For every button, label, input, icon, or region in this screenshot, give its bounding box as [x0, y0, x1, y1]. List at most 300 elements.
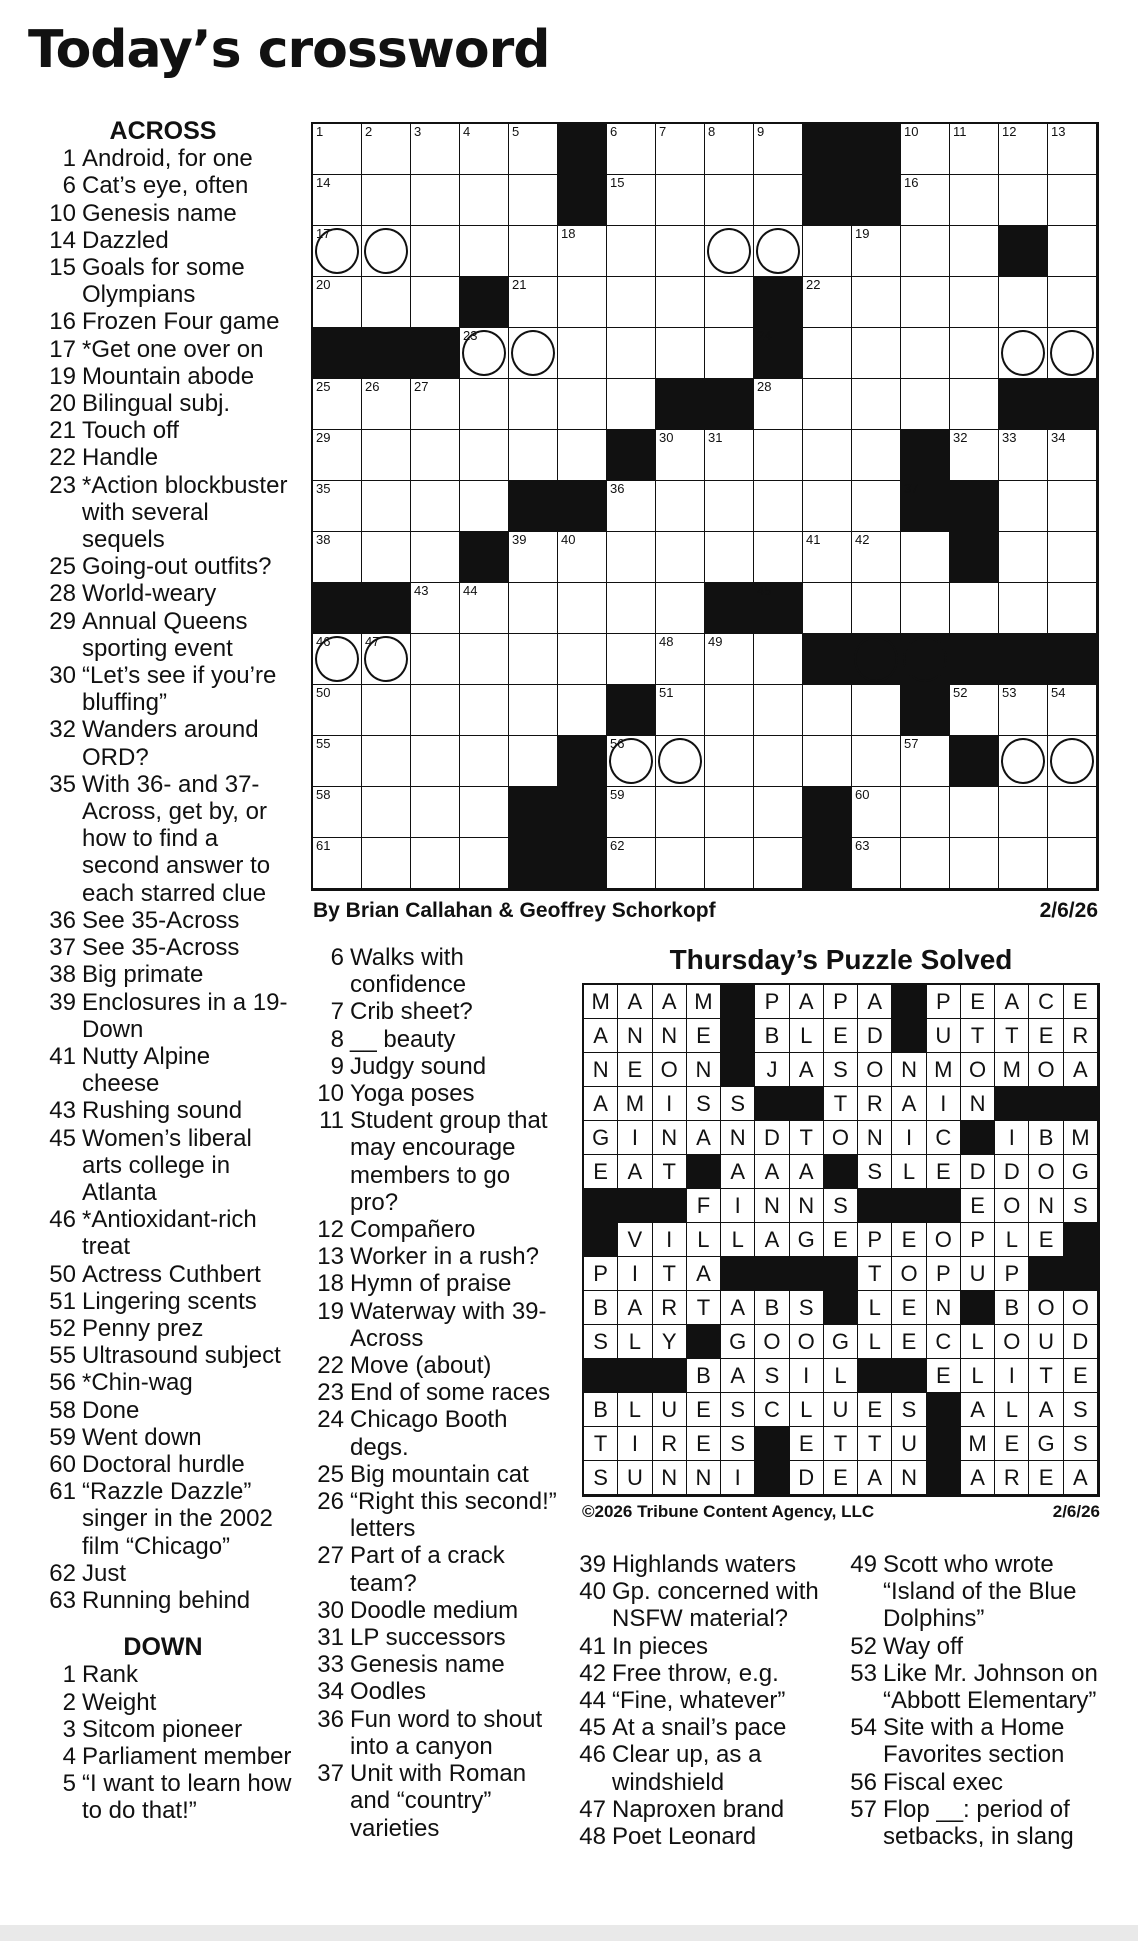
- clue-number: 60: [49, 1450, 76, 1478]
- clue-number: 23: [317, 1379, 344, 1407]
- solution-cell: [1029, 1189, 1063, 1223]
- grid-cell[interactable]: [656, 124, 705, 175]
- grid-cell[interactable]: [362, 226, 411, 277]
- grid-cell[interactable]: [754, 838, 803, 889]
- black-square: [509, 838, 558, 889]
- grid-cell[interactable]: [313, 838, 362, 889]
- grid-cell[interactable]: [1048, 124, 1097, 175]
- cell-number: 15: [610, 175, 625, 190]
- clue-number: 47: [579, 1795, 606, 1823]
- grid-cell[interactable]: [362, 379, 411, 430]
- grid-cell[interactable]: [999, 532, 1048, 583]
- grid-cell[interactable]: [460, 736, 509, 787]
- cell-number: 42: [855, 532, 870, 547]
- grid-cell[interactable]: [656, 226, 705, 277]
- grid-cell[interactable]: [705, 838, 754, 889]
- grid-cell[interactable]: [411, 787, 460, 838]
- grid-cell[interactable]: [852, 532, 901, 583]
- grid-cell[interactable]: [803, 481, 852, 532]
- grid-cell[interactable]: [999, 277, 1048, 328]
- cell-letter: N: [866, 1124, 883, 1150]
- grid-cell[interactable]: [754, 736, 803, 787]
- grid-cell[interactable]: [705, 481, 754, 532]
- grid-cell[interactable]: [950, 430, 999, 481]
- grid-cell[interactable]: [607, 175, 656, 226]
- grid-cell[interactable]: [313, 532, 362, 583]
- grid-cell[interactable]: [411, 838, 460, 889]
- grid-cell[interactable]: [950, 685, 999, 736]
- grid-cell[interactable]: [509, 430, 558, 481]
- circle-marker: [658, 738, 702, 784]
- clue-text: Actress Cuthbert: [82, 1260, 261, 1288]
- grid-cell[interactable]: [509, 175, 558, 226]
- byline-row: [313, 899, 1098, 923]
- solution-cell: [790, 1019, 824, 1053]
- grid-cell[interactable]: [852, 277, 901, 328]
- grid-cell[interactable]: [754, 430, 803, 481]
- grid-cell[interactable]: [901, 583, 950, 634]
- grid-cell[interactable]: [754, 787, 803, 838]
- grid-cell[interactable]: [509, 634, 558, 685]
- black-square: [901, 430, 950, 481]
- black-square: [858, 1359, 892, 1393]
- grid-cell[interactable]: [411, 736, 460, 787]
- clue-number: 37: [49, 934, 76, 962]
- grid-cell[interactable]: [313, 226, 362, 277]
- black-square: [999, 226, 1048, 277]
- grid-cell[interactable]: [460, 124, 509, 175]
- grid-cell[interactable]: [803, 328, 852, 379]
- grid-cell[interactable]: [705, 124, 754, 175]
- grid-cell[interactable]: [1048, 175, 1097, 226]
- grid-cell[interactable]: [656, 175, 705, 226]
- grid-cell[interactable]: [950, 583, 999, 634]
- grid-cell[interactable]: [558, 532, 607, 583]
- clue-number: 15: [49, 254, 76, 282]
- clue-item: [300, 1461, 562, 1488]
- grid-cell[interactable]: [950, 277, 999, 328]
- clue-item: [32, 145, 294, 172]
- grid-cell[interactable]: [558, 634, 607, 685]
- grid-cell[interactable]: [852, 226, 901, 277]
- grid-cell[interactable]: [705, 532, 754, 583]
- solution-cell: [721, 1223, 755, 1257]
- grid-cell[interactable]: [901, 175, 950, 226]
- grid-cell[interactable]: [362, 175, 411, 226]
- grid-cell[interactable]: [950, 787, 999, 838]
- grid-cell[interactable]: [754, 175, 803, 226]
- cell-letter: J: [766, 1056, 778, 1082]
- cell-number: 50: [316, 685, 331, 700]
- cell-letter: G: [592, 1124, 610, 1150]
- grid-cell[interactable]: [313, 430, 362, 481]
- copyright-date: 2/6/26: [1052, 1502, 1100, 1521]
- black-square: [1048, 634, 1097, 685]
- cell-letter: I: [803, 1362, 810, 1388]
- grid-cell[interactable]: [411, 124, 460, 175]
- grid-cell[interactable]: [313, 175, 362, 226]
- grid-cell[interactable]: [999, 124, 1048, 175]
- grid-cell[interactable]: [705, 328, 754, 379]
- grid-cell[interactable]: [460, 685, 509, 736]
- grid-cell[interactable]: [852, 328, 901, 379]
- grid-cell[interactable]: [313, 124, 362, 175]
- grid-cell[interactable]: [803, 532, 852, 583]
- solution-cell: [927, 1087, 961, 1121]
- grid-cell[interactable]: [313, 685, 362, 736]
- grid-cell[interactable]: [656, 583, 705, 634]
- clue-text: Judgy sound: [350, 1052, 487, 1080]
- grid-cell[interactable]: [313, 787, 362, 838]
- grid-cell[interactable]: [656, 634, 705, 685]
- grid-cell[interactable]: [362, 685, 411, 736]
- cell-letter: G: [797, 1226, 815, 1252]
- grid-cell[interactable]: [607, 481, 656, 532]
- grid-cell[interactable]: [656, 787, 705, 838]
- grid-cell[interactable]: [705, 634, 754, 685]
- black-square: [460, 277, 509, 328]
- grid-cell[interactable]: [558, 583, 607, 634]
- grid-cell[interactable]: [411, 226, 460, 277]
- grid-cell[interactable]: [558, 685, 607, 736]
- black-square: [509, 787, 558, 838]
- cell-letter: A: [764, 1226, 780, 1252]
- grid-cell[interactable]: [460, 226, 509, 277]
- grid-cell[interactable]: [852, 787, 901, 838]
- grid-cell[interactable]: [607, 736, 656, 787]
- grid-cell[interactable]: [999, 838, 1048, 889]
- grid-cell[interactable]: [607, 634, 656, 685]
- grid-cell[interactable]: [656, 736, 705, 787]
- grid-cell[interactable]: [901, 328, 950, 379]
- clue-text: Chicago Booth degs.: [350, 1406, 508, 1461]
- clue-number: 30: [49, 662, 76, 690]
- grid-cell[interactable]: [950, 124, 999, 175]
- grid-cell[interactable]: [607, 787, 656, 838]
- grid-cell[interactable]: [411, 277, 460, 328]
- solution-cell: [995, 1291, 1029, 1325]
- grid-cell[interactable]: [852, 481, 901, 532]
- solution-cell: [1029, 1359, 1063, 1393]
- clue-item: [32, 1097, 294, 1124]
- grid-cell[interactable]: [607, 226, 656, 277]
- cell-number: 34: [1051, 430, 1066, 445]
- black-square: [927, 1189, 961, 1223]
- grid-cell[interactable]: [852, 379, 901, 430]
- grid-cell[interactable]: [460, 634, 509, 685]
- grid-cell[interactable]: [754, 481, 803, 532]
- grid-cell[interactable]: [460, 379, 509, 430]
- cell-letter: L: [1005, 1226, 1018, 1252]
- black-square: [901, 481, 950, 532]
- solution-cell: [995, 1155, 1029, 1189]
- clue-number: 30: [317, 1596, 344, 1624]
- black-square: [558, 124, 607, 175]
- grid-cell[interactable]: [1048, 787, 1097, 838]
- clue-item: [32, 1560, 294, 1587]
- grid-cell[interactable]: [705, 226, 754, 277]
- solution-cell: [653, 1121, 687, 1155]
- grid-cell[interactable]: [460, 175, 509, 226]
- grid-cell[interactable]: [950, 175, 999, 226]
- clue-item: [833, 1714, 1103, 1768]
- grid-cell[interactable]: [460, 838, 509, 889]
- cell-letter: E: [901, 1294, 917, 1320]
- clue-item: [300, 1706, 562, 1760]
- solution-cell: [687, 1087, 721, 1121]
- grid-cell[interactable]: [1048, 226, 1097, 277]
- grid-cell[interactable]: [754, 685, 803, 736]
- grid-cell[interactable]: [362, 532, 411, 583]
- clue-text: *Chin-wag: [82, 1369, 193, 1397]
- clue-item: [562, 1633, 832, 1660]
- grid-cell[interactable]: [901, 787, 950, 838]
- grid-cell[interactable]: [901, 226, 950, 277]
- grid-cell[interactable]: [607, 379, 656, 430]
- grid-cell[interactable]: [313, 736, 362, 787]
- grid-cell[interactable]: [901, 838, 950, 889]
- grid-cell[interactable]: [656, 277, 705, 328]
- grid-cell[interactable]: [313, 481, 362, 532]
- solution-cell: [1029, 1325, 1063, 1359]
- grid-cell[interactable]: [705, 175, 754, 226]
- grid-cell[interactable]: [411, 685, 460, 736]
- grid-cell[interactable]: [362, 787, 411, 838]
- grid-cell[interactable]: [313, 379, 362, 430]
- grid-cell[interactable]: [558, 226, 607, 277]
- clue-text: Going-out outfits?: [82, 553, 272, 581]
- grid-cell[interactable]: [362, 736, 411, 787]
- clue-text: *Action blockbuster with several sequels: [82, 471, 288, 554]
- solution-cell: [755, 985, 789, 1019]
- grid-cell[interactable]: [754, 634, 803, 685]
- grid-cell[interactable]: [999, 328, 1048, 379]
- cell-letter: E: [1038, 1226, 1054, 1252]
- grid-cell[interactable]: [803, 583, 852, 634]
- cell-number: 27: [414, 379, 429, 394]
- grid-cell[interactable]: [313, 634, 362, 685]
- cell-number: 62: [610, 838, 625, 853]
- grid-cell[interactable]: [901, 277, 950, 328]
- grid-cell[interactable]: [313, 277, 362, 328]
- grid-cell[interactable]: [656, 838, 705, 889]
- grid-cell[interactable]: [705, 277, 754, 328]
- cell-letter: N: [969, 1090, 986, 1116]
- grid-cell[interactable]: [901, 379, 950, 430]
- clue-item: [32, 1743, 294, 1770]
- cell-number: 11: [953, 124, 967, 139]
- puzzle-grid[interactable]: [311, 122, 1099, 891]
- grid-cell[interactable]: [852, 685, 901, 736]
- grid-cell[interactable]: [901, 124, 950, 175]
- grid-cell[interactable]: [607, 328, 656, 379]
- grid-cell[interactable]: [999, 175, 1048, 226]
- clue-number: 11: [319, 1107, 344, 1135]
- grid-cell[interactable]: [705, 736, 754, 787]
- cell-number: 18: [561, 226, 576, 241]
- black-square: [653, 1189, 687, 1223]
- grid-cell[interactable]: [950, 838, 999, 889]
- grid-cell[interactable]: [509, 583, 558, 634]
- grid-cell[interactable]: [656, 481, 705, 532]
- grid-cell[interactable]: [656, 328, 705, 379]
- grid-cell[interactable]: [656, 685, 705, 736]
- grid-cell[interactable]: [705, 430, 754, 481]
- grid-cell[interactable]: [950, 226, 999, 277]
- grid-cell[interactable]: [558, 277, 607, 328]
- grid-cell[interactable]: [901, 736, 950, 787]
- grid-cell[interactable]: [607, 277, 656, 328]
- grid-cell[interactable]: [999, 787, 1048, 838]
- clue-item: [833, 1769, 1103, 1796]
- solution-cell: [824, 1359, 858, 1393]
- grid-cell[interactable]: [558, 379, 607, 430]
- cell-number: 23: [463, 328, 478, 343]
- grid-cell[interactable]: [509, 124, 558, 175]
- grid-cell[interactable]: [999, 583, 1048, 634]
- solution-cell: [995, 1189, 1029, 1223]
- grid-cell[interactable]: [362, 481, 411, 532]
- grid-cell[interactable]: [558, 430, 607, 481]
- cell-number: 4: [463, 124, 471, 139]
- down-clues-col3: [562, 1551, 832, 1850]
- grid-cell[interactable]: [705, 685, 754, 736]
- grid-cell[interactable]: [411, 583, 460, 634]
- grid-cell[interactable]: [1048, 838, 1097, 889]
- grid-cell[interactable]: [999, 481, 1048, 532]
- cell-letter: G: [831, 1328, 850, 1354]
- grid-cell[interactable]: [1048, 736, 1097, 787]
- grid-cell[interactable]: [754, 124, 803, 175]
- grid-cell[interactable]: [460, 430, 509, 481]
- grid-cell[interactable]: [460, 481, 509, 532]
- grid-cell[interactable]: [705, 787, 754, 838]
- grid-cell[interactable]: [509, 226, 558, 277]
- grid-cell[interactable]: [411, 634, 460, 685]
- grid-cell[interactable]: [362, 430, 411, 481]
- solution-cell: [1029, 1223, 1063, 1257]
- grid-cell[interactable]: [803, 379, 852, 430]
- grid-cell[interactable]: [411, 532, 460, 583]
- grid-cell[interactable]: [852, 430, 901, 481]
- grid-cell[interactable]: [509, 379, 558, 430]
- cell-letter: O: [1003, 1192, 1021, 1218]
- cell-letter: T: [593, 1430, 608, 1456]
- black-square: [824, 1291, 858, 1325]
- grid-cell[interactable]: [411, 379, 460, 430]
- grid-cell[interactable]: [1048, 277, 1097, 328]
- grid-cell[interactable]: [509, 532, 558, 583]
- clue-text: Bilingual subj.: [82, 390, 231, 418]
- grid-cell[interactable]: [803, 685, 852, 736]
- grid-cell[interactable]: [509, 277, 558, 328]
- clue-text: Unit with Roman and “country” varieties: [350, 1760, 527, 1842]
- grid-cell[interactable]: [754, 226, 803, 277]
- grid-cell[interactable]: [1048, 481, 1097, 532]
- clue-item: [32, 1315, 294, 1342]
- grid-cell[interactable]: [754, 379, 803, 430]
- black-square: [362, 583, 411, 634]
- grid-cell[interactable]: [656, 430, 705, 481]
- grid-cell[interactable]: [803, 736, 852, 787]
- grid-cell[interactable]: [362, 634, 411, 685]
- grid-cell[interactable]: [411, 481, 460, 532]
- black-square: [687, 1155, 721, 1189]
- grid-cell[interactable]: [607, 583, 656, 634]
- cell-number: 54: [1051, 685, 1066, 700]
- grid-cell[interactable]: [411, 175, 460, 226]
- clue-number: 37: [317, 1760, 344, 1788]
- grid-cell[interactable]: [362, 277, 411, 328]
- cell-letter: S: [833, 1056, 848, 1082]
- grid-cell[interactable]: [999, 685, 1048, 736]
- clue-number: 25: [317, 1460, 344, 1488]
- grid-cell[interactable]: [607, 124, 656, 175]
- grid-cell[interactable]: [1048, 532, 1097, 583]
- grid-cell[interactable]: [509, 328, 558, 379]
- grid-cell[interactable]: [509, 685, 558, 736]
- grid-cell[interactable]: [607, 532, 656, 583]
- clue-text: Oodles: [350, 1678, 427, 1706]
- cell-number: 52: [953, 685, 968, 700]
- black-square: [790, 1257, 824, 1291]
- cell-number: 1: [316, 124, 324, 139]
- grid-cell[interactable]: [950, 379, 999, 430]
- grid-cell[interactable]: [362, 838, 411, 889]
- cell-letter: N: [592, 1056, 609, 1082]
- grid-cell[interactable]: [999, 430, 1048, 481]
- black-square: [721, 1257, 755, 1291]
- grid-cell[interactable]: [656, 532, 705, 583]
- grid-cell[interactable]: [852, 838, 901, 889]
- grid-cell[interactable]: [509, 736, 558, 787]
- grid-cell[interactable]: [460, 583, 509, 634]
- grid-cell[interactable]: [460, 787, 509, 838]
- grid-cell[interactable]: [803, 277, 852, 328]
- solution-cell: [824, 985, 858, 1019]
- grid-cell[interactable]: [852, 583, 901, 634]
- grid-cell[interactable]: [803, 430, 852, 481]
- cell-letter: I: [666, 1090, 673, 1116]
- solution-cell: [858, 1087, 892, 1121]
- clue-item: [32, 961, 294, 988]
- grid-cell[interactable]: [362, 124, 411, 175]
- grid-cell[interactable]: [852, 736, 901, 787]
- black-square: [995, 1087, 1029, 1121]
- grid-cell[interactable]: [1048, 583, 1097, 634]
- cell-number: 36: [610, 481, 625, 496]
- clue-text: Genesis name: [82, 199, 237, 227]
- grid-cell[interactable]: [460, 328, 509, 379]
- grid-cell[interactable]: [1048, 328, 1097, 379]
- grid-cell[interactable]: [901, 532, 950, 583]
- clue-item: [300, 1379, 562, 1406]
- grid-cell[interactable]: [1048, 685, 1097, 736]
- grid-cell[interactable]: [950, 328, 999, 379]
- grid-cell[interactable]: [999, 736, 1048, 787]
- solution-cell: [687, 1053, 721, 1087]
- cell-letter: R: [661, 1294, 678, 1320]
- cell-number: 17: [316, 226, 331, 241]
- clue-item: [32, 1689, 294, 1716]
- grid-cell[interactable]: [803, 226, 852, 277]
- grid-cell[interactable]: [411, 430, 460, 481]
- circle-marker: [707, 228, 751, 274]
- grid-cell[interactable]: [754, 532, 803, 583]
- grid-cell[interactable]: [607, 838, 656, 889]
- grid-cell[interactable]: [1048, 430, 1097, 481]
- grid-cell[interactable]: [558, 328, 607, 379]
